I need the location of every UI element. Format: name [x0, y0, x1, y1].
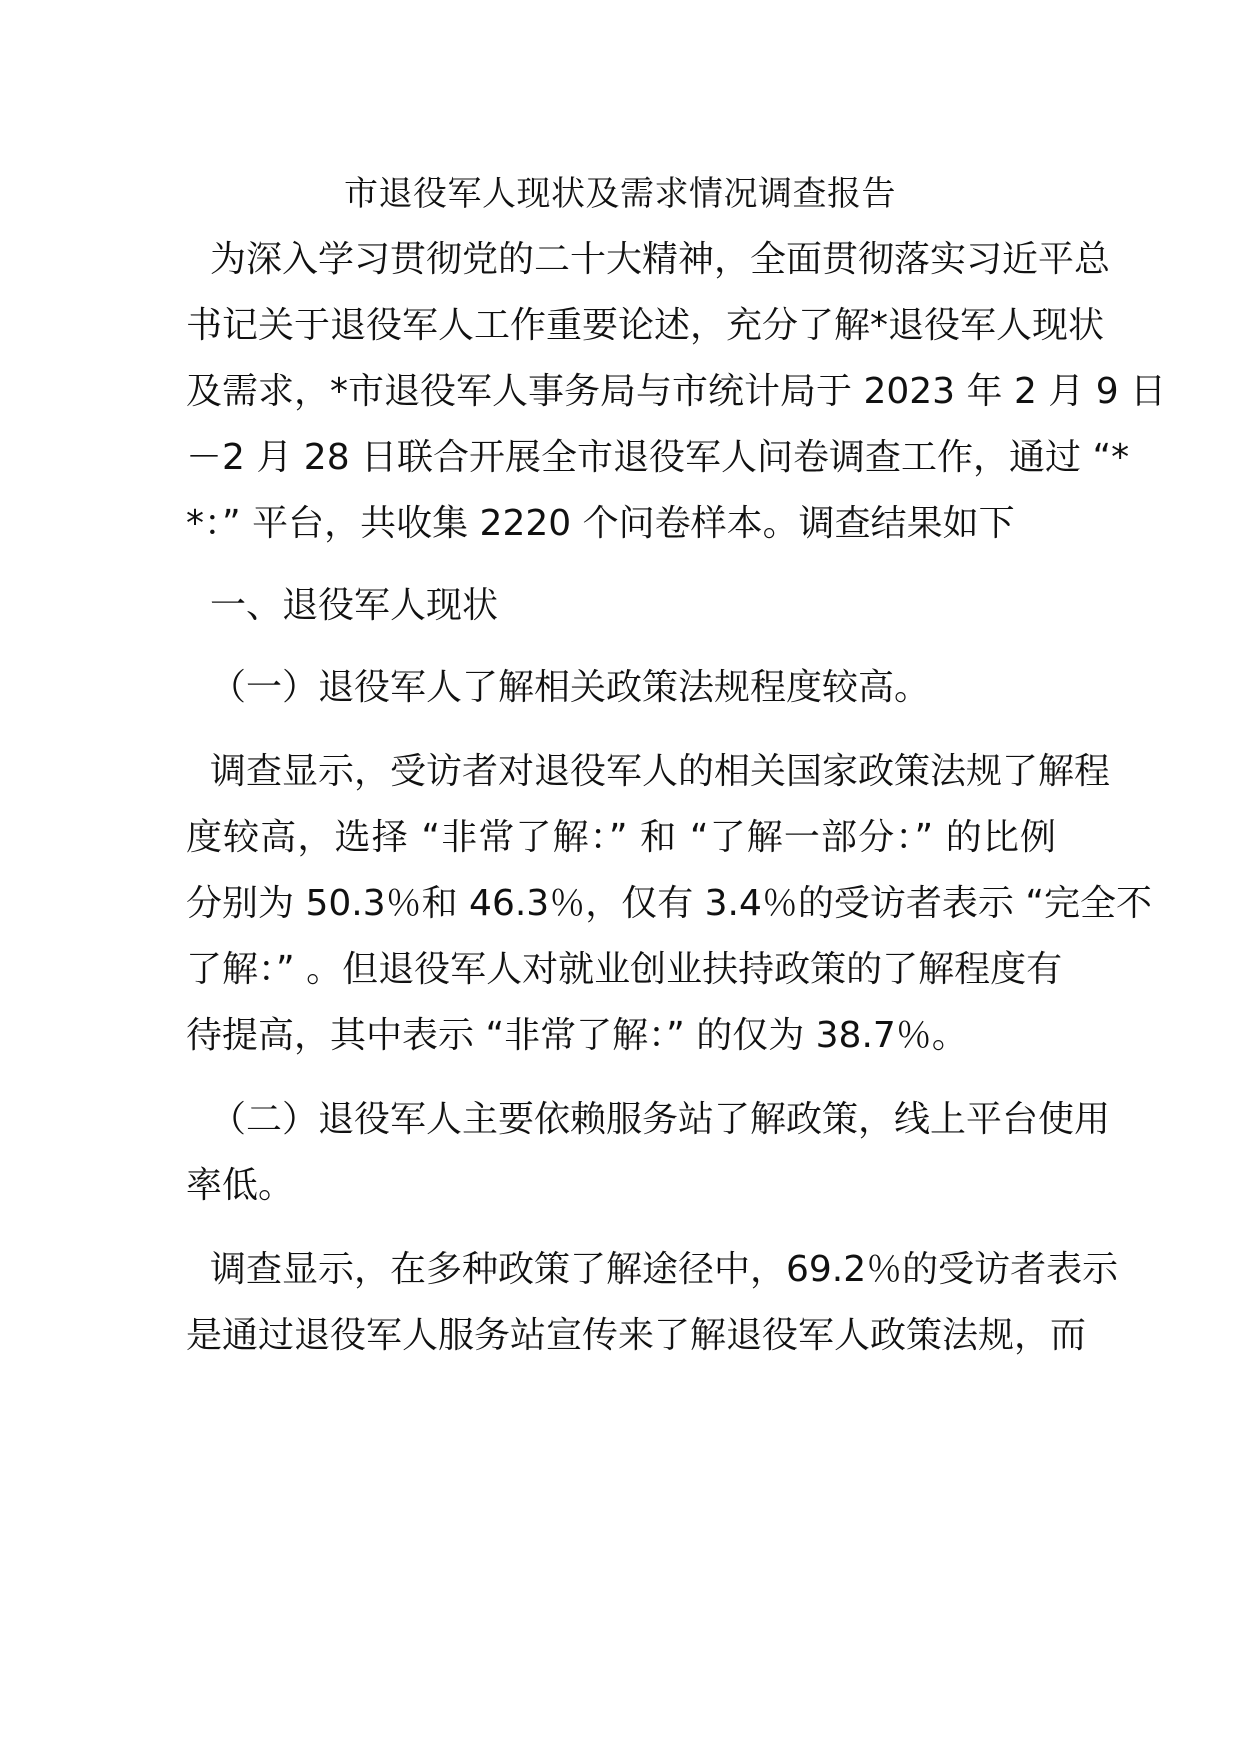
subsection-2-line-1: 调查显示，在多种政策了解途径中，69.2％的受访者表示	[210, 1249, 1119, 1290]
page-title: 市退役军人现状及需求情况调查报告	[344, 174, 896, 214]
subsection-1-line-1: 调查显示，受访者对退役军人的相关国家政策法规了解程	[210, 751, 1111, 792]
intro-line-3: 及需求，*市退役军人事务局与市统计局于 2023 年 2 月 9 日	[186, 371, 1167, 412]
subsection-1-heading: （一）退役军人了解相关政策法规程度较高。	[210, 667, 931, 708]
intro-line-4: －2 月 28 日联合开展全市退役军人问卷调查工作，通过 “*	[186, 437, 1130, 478]
intro-line-5: *：” 平台，共收集 2220 个问卷样本。调查结果如下	[186, 503, 1015, 544]
subsection-1-line-3: 分别为 50.3％和 46.3％，仅有 3.4％的受访者表示 “完全不	[186, 883, 1152, 924]
section-heading: 一、退役军人现状	[210, 585, 499, 626]
subsection-1-line-2: 度较高，选择 “非常了解：” 和 “了解一部分：” 的比例	[186, 817, 1056, 858]
subsection-2-heading-line-1: （二）退役军人主要依赖服务站了解政策，线上平台使用	[210, 1099, 1111, 1140]
intro-line-2: 书记关于退役军人工作重要论述，充分了解*退役军人现状	[186, 305, 1105, 346]
subsection-2-heading-line-2: 率低。	[186, 1165, 295, 1206]
subsection-1-line-5: 待提高，其中表示 “非常了解：” 的仅为 38.7％。	[186, 1015, 968, 1056]
subsection-1-line-4: 了解：” 。但退役军人对就业创业扶持政策的了解程度有	[186, 949, 1063, 990]
subsection-2-line-2: 是通过退役军人服务站宣传来了解退役军人政策法规，而	[186, 1315, 1087, 1356]
intro-line-1: 为深入学习贯彻党的二十大精神，全面贯彻落实习近平总	[210, 239, 1111, 280]
